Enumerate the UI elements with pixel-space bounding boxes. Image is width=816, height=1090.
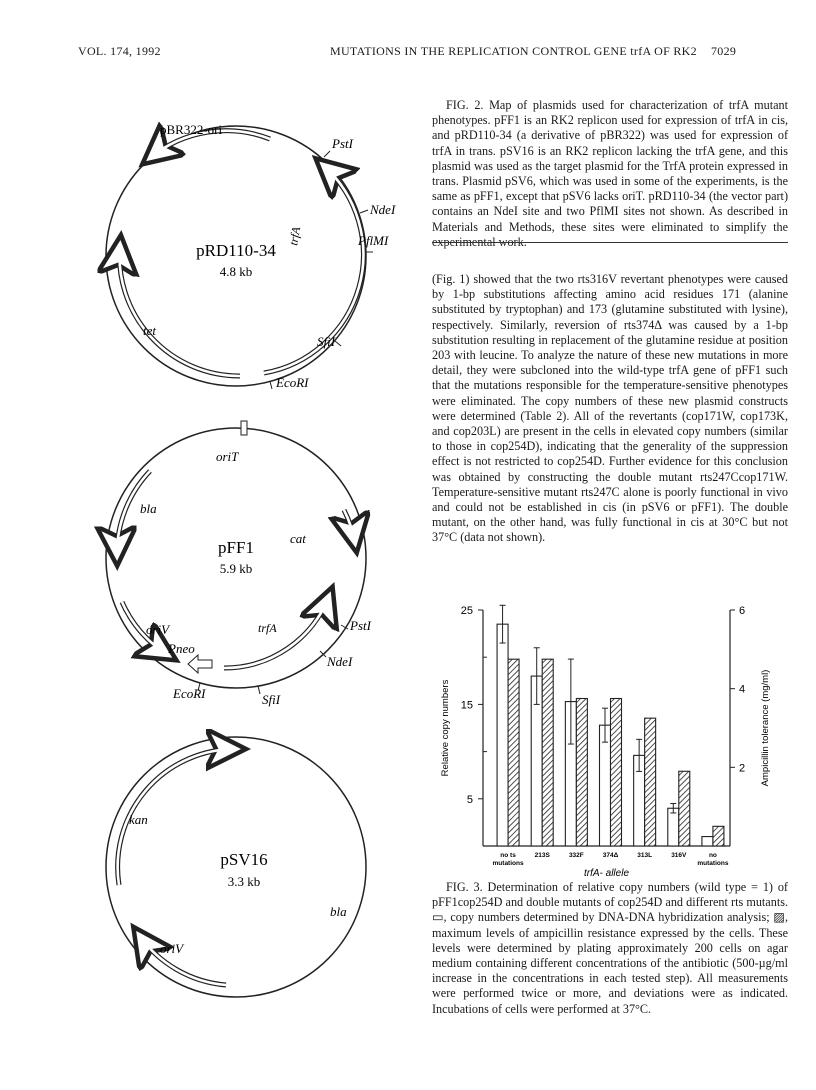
- plasmid-map-prd110-34: [106, 122, 396, 390]
- x-tick-label: 213S: [534, 852, 550, 859]
- oriT-box: [241, 421, 247, 435]
- y2-tick-label: 6: [739, 605, 746, 617]
- x-tick-label: 313L: [637, 852, 653, 859]
- chart-layer: [440, 605, 771, 879]
- x-tick-label: no: [708, 852, 717, 859]
- bar-ampicillin-tolerance: [542, 659, 553, 846]
- fig3-caption: FIG. 3. Determination of relative copy numbers (wild type = 1) of pFF1cop254D and double mutants of cop254D and different rts mutants. ▭, copy numbers determined by DNA-DNA hybridization analysis; ▨, maximum levels of ampicillin resistance expressed by the cells. These levels were determined by plating approximately 200 cells on agar medium containing different concentrations of the antibiotic (500-µg/ml increase in the concentrations in each tested step). All measurements were performed twice or more, and deviations were as indicated. Incubations of cells were performed at 37°C.: [432, 880, 788, 1016]
- header-title: MUTATIONS IN THE REPLICATION CONTROL GENE trfA OF RK2: [330, 44, 697, 58]
- caption-divider: [432, 242, 788, 243]
- x-tick-label: no ts: [500, 852, 516, 859]
- copy-number-bar-chart: [432, 594, 788, 880]
- header-volume: VOL. 174, 1992: [78, 44, 161, 58]
- label-trfa: trfA: [258, 621, 277, 635]
- site-tick: [324, 151, 330, 157]
- site-tick: [360, 210, 368, 213]
- y-tick-label: 25: [460, 605, 473, 617]
- label-tet: tet: [143, 323, 156, 338]
- label-ndei: NdeI: [370, 202, 396, 217]
- y2-tick-label: 2: [739, 762, 746, 775]
- gene-arrow-trfA-fill: [264, 165, 363, 373]
- y2-axis-label: Ampicillin tolerance (mg/ml): [760, 669, 771, 787]
- plasmid-maps-figure: [0, 80, 420, 1080]
- plasmid-map-psv16: [106, 737, 366, 997]
- site-tick: [258, 686, 260, 694]
- label-oriv: oriV: [160, 941, 184, 956]
- site-tick: [335, 341, 341, 346]
- x-tick-label: 332F: [568, 852, 584, 859]
- fig2-caption: FIG. 2. Map of plasmids used for characterization of trfA mutant phenotypes. pFF1 is an RK2 replicon used for expression of trfA in cis, and pRD110-34 (a derivative of pBR322) was used for expression of trfA in trans. pSV16 is an RK2 replicon lacking the trfA gene, and this plasmid was used as the target plasmid for the TrfA protein expressed in trans. Plasmid pSV6, which was used in some of the experiments, is the same as pFF1, except that pSV6 lacks oriT. pRD110-34 (the vector part) contains an NdeI site and two PflMI sites not shown. As described in Materials and Methods, these sites were eliminated to simplify the experimental work.: [432, 98, 788, 249]
- plasmid-map-pff1: [106, 421, 372, 707]
- bar-ampicillin-tolerance: [611, 699, 622, 847]
- label-psti: PstI: [350, 618, 371, 633]
- plasmid-size: 3.3 kb: [227, 874, 261, 889]
- y-axis-label: Relative copy numbers: [440, 679, 451, 777]
- plasmid-circle: [106, 428, 366, 688]
- plasmid-name: pRD110-34: [196, 241, 276, 260]
- label-oriv: oriV: [146, 622, 170, 637]
- bar-ampicillin-tolerance: [645, 718, 656, 846]
- pneo-promoter-arrow: [188, 655, 212, 673]
- label-bla: bla: [330, 904, 347, 919]
- plasmid-size: 5.9 kb: [219, 561, 253, 576]
- bar-ampicillin-tolerance: [713, 826, 724, 846]
- bar-ampicillin-tolerance: [576, 699, 587, 847]
- bar-ampicillin-tolerance: [679, 771, 690, 846]
- label-orit: oriT: [216, 449, 239, 464]
- label-sfii: SfiI: [262, 692, 281, 707]
- bar-copy-number: [702, 837, 713, 846]
- label-ecori: EcoRI: [173, 686, 206, 701]
- x-tick-label: mutations: [697, 860, 729, 867]
- plasmid-name: pFF1: [218, 538, 254, 557]
- x-axis-label: trfA- allele: [583, 868, 630, 879]
- label-ecori: EcoRI: [276, 375, 309, 390]
- label-pflmi: PflMI: [358, 233, 389, 248]
- label-pneo: Pneo: [168, 641, 195, 656]
- label-cat: cat: [290, 531, 306, 546]
- label-bla: bla: [140, 501, 157, 516]
- label-kan: kan: [129, 812, 148, 827]
- label-ndei: NdeI: [327, 654, 353, 669]
- x-tick-label: mutations: [492, 860, 524, 867]
- bar-ampicillin-tolerance: [508, 659, 519, 846]
- bar-copy-number: [600, 725, 611, 846]
- header-page-number: 7029: [711, 44, 737, 58]
- y-tick-label: 15: [460, 699, 473, 712]
- body-paragraph: (Fig. 1) showed that the two rts316V revertant phenotypes were caused by 1-bp substitutions affecting amino acid residues 171 (alanine substituted by tryptophan) and 173 (glutamine substituted with lysine), respectively. Similarly, reversion of rts374Δ was caused by a 1-bp substitution resulting in replacement of the glutamine residue at position 203 with leucine. To analyze the nature of these new mutations in more detail, they were subcloned into the wild-type trfA gene of pFF1 such that the mutations responsible for the temperature-sensitive phenotypes were eliminated. The copy numbers of these new plasmid constructs were determined (Table 2). All of the revertants (cop171W, cop173K, and cop203L) are present in the cells in elevated copy numbers (similar to those in cop254D), indicating that the generality of the suppression effect is not restricted to cop254D. Further evidence for this conclusion was obtained by constructing the double mutant rts247Ccop171W. Temperature-sensitive mutant rts247C alone is poorly functional in vivo and could not be established in cis (in pSV6 or pFF1). The double mutant, on the other hand, was fully functional in cis at 30°C but not 37°C (data not shown).: [432, 272, 788, 545]
- x-tick-label: 374Δ: [602, 852, 619, 859]
- plasmid-size: 4.8 kb: [219, 264, 253, 279]
- plasmid-name: pSV16: [220, 850, 268, 869]
- label-psti: PstI: [332, 136, 353, 151]
- label-sfii: SfiI: [317, 334, 336, 349]
- bar-copy-number: [668, 808, 679, 846]
- label-pbr322-ori: pBR322-ori: [160, 122, 223, 137]
- site-tick: [270, 381, 272, 389]
- y2-tick-label: 4: [739, 683, 746, 696]
- x-tick-label: 316V: [671, 852, 687, 859]
- label-trfa: trfA: [286, 225, 304, 247]
- bar-copy-number: [497, 624, 508, 846]
- y-tick-label: 5: [466, 793, 473, 806]
